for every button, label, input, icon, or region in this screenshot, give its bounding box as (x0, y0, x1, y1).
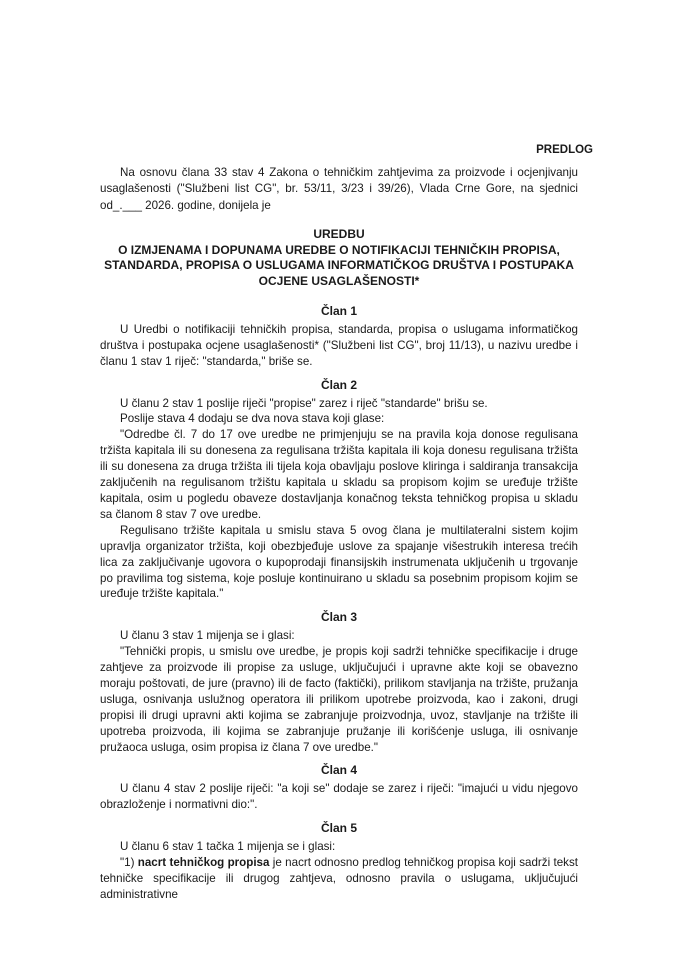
article-paragraph: U članu 4 stav 2 poslije riječi: "a koji se" dodaje se zarez i riječi: "imajući u vidu njegovo obrazloženje i normativni dio:". (100, 782, 578, 812)
article-paragraph: Regulisano tržište kapitala u smislu stava 5 ovog člana je multilateralni sistem kojim upravlja organizator tržišta, koji obezbjeđuje uslove za spajanje višestrukih interesa trećih lica za zaključivanje ugovora o kupoprodaji finansijskih instrumenata uključenih u trgovanje po pravilima tog sistema, koje posluje kontinuirano u skladu sa posebnim propisom kojim se uređuje tržište kapitala." (100, 523, 578, 601)
article-heading: Član 1 (320, 304, 357, 318)
article-paragraph: "Tehnički propis, u smislu ove uredbe, je propis koji sadrži tehničke specifikacije i druge zahtjeve za proizvode ili propise za usluge, uključujući i upravne akte koji se obavezno moraju poštovati, de jure (pravno) ili de facto (faktički), prilikom stavljanja na tržište, pružanja usluga, osnivanja uslužnog operatora ili prilikom upotrebe proizvoda, kao i zakoni, drugi propisi ili drugi upravni akti kojima se zabranjuje proizvodnja, uvoz, stavljanje na tržište ili upotreba proizvoda, ili kojima se zabranjuje pružanje ili korišćenje usluga, ili osnivanje pružaoca usluga, osim propisa iz člana 7 ove uredbe." (100, 645, 578, 754)
document-status-label: PREDLOG (536, 144, 593, 156)
article-paragraph: "Odredbe čl. 7 do 17 ove uredbe ne primjenjuju se na pravila koja donose regulisana tržišta kapitala ili su donesena za regulisana tržišta kapitala ili koja donesu regulisana tržišta ili su donesena za druga tržišta ili tijela koja obavljaju poslove kliringa i saldiranja transakcija zaključenih na regulisanom tržištu kapitala u skladu sa propisom kojim se uređuje tržište kapitala, osim u pogledu obaveze dostavljanja konačnog teksta tehničkog propisa u skladu sa članom 8 stav 7 ove uredbe. (100, 428, 578, 521)
title-line-2: O IZMJENAMA I DOPUNAMA UREDBE O NOTIFIKACIJI TEHNIČKIH PROPISA, STANDARDA, PROPISA O USLUGAMA INFORMATIČKOG DRUŠTVA I POSTUPAKA OCJENE USAGLAŠENOSTI* (104, 242, 574, 288)
article-paragraph-with-term (100, 855, 578, 903)
article-paragraph: Poslije stava 4 dodaju se dva nova stava koji glase: (120, 412, 385, 426)
articles-body (100, 304, 578, 903)
preamble (100, 165, 578, 214)
item-prefix: "1) (120, 856, 138, 869)
article-paragraph: U članu 2 stav 1 poslije riječi "propise" zarez i riječ "standarde" brišu se. (120, 396, 488, 410)
article-heading: Član 5 (320, 821, 357, 836)
article-heading: Član 3 (320, 610, 357, 625)
preamble-text: Na osnovu člana 33 stav 4 Zakona o tehničkim zahtjevima za proizvode i ocjenjivanju usaglašenosti ("Službeni list CG", br. 53/11, 3/23 i 39/26), Vlada Crne Gore, na sjednici od_.___ 2026. godine, donijela je (100, 166, 578, 212)
article-paragraph: U članu 6 stav 1 tačka 1 mijenja se i glasi: (120, 840, 336, 854)
article-heading: Član 4 (320, 763, 357, 778)
article-heading: Član 2 (320, 377, 357, 392)
article-paragraph: U Uredbi o notifikaciji tehničkih propisa, standarda, propisa o uslugama informatičkog društva i postupaka ocjene usaglašenosti* ("Službeni list CG", broj 11/13), u nazivu uredbe i članu 1 stav 1 riječ: "standarda," briše se. (100, 322, 578, 368)
definition-text: je nacrt odnosno predlog tehničkog propisa koji sadrži tekst tehničke specifikacije ili drugog zahtjeva, odnosno pravila o uslugama, uključujući administrativne (100, 856, 578, 901)
regulation-title (100, 227, 578, 289)
article-paragraph: U članu 3 stav 1 mijenja se i glasi: (120, 629, 295, 643)
defined-term: nacrt tehničkog propisa (137, 856, 270, 869)
title-line-1: UREDBU (313, 227, 365, 241)
